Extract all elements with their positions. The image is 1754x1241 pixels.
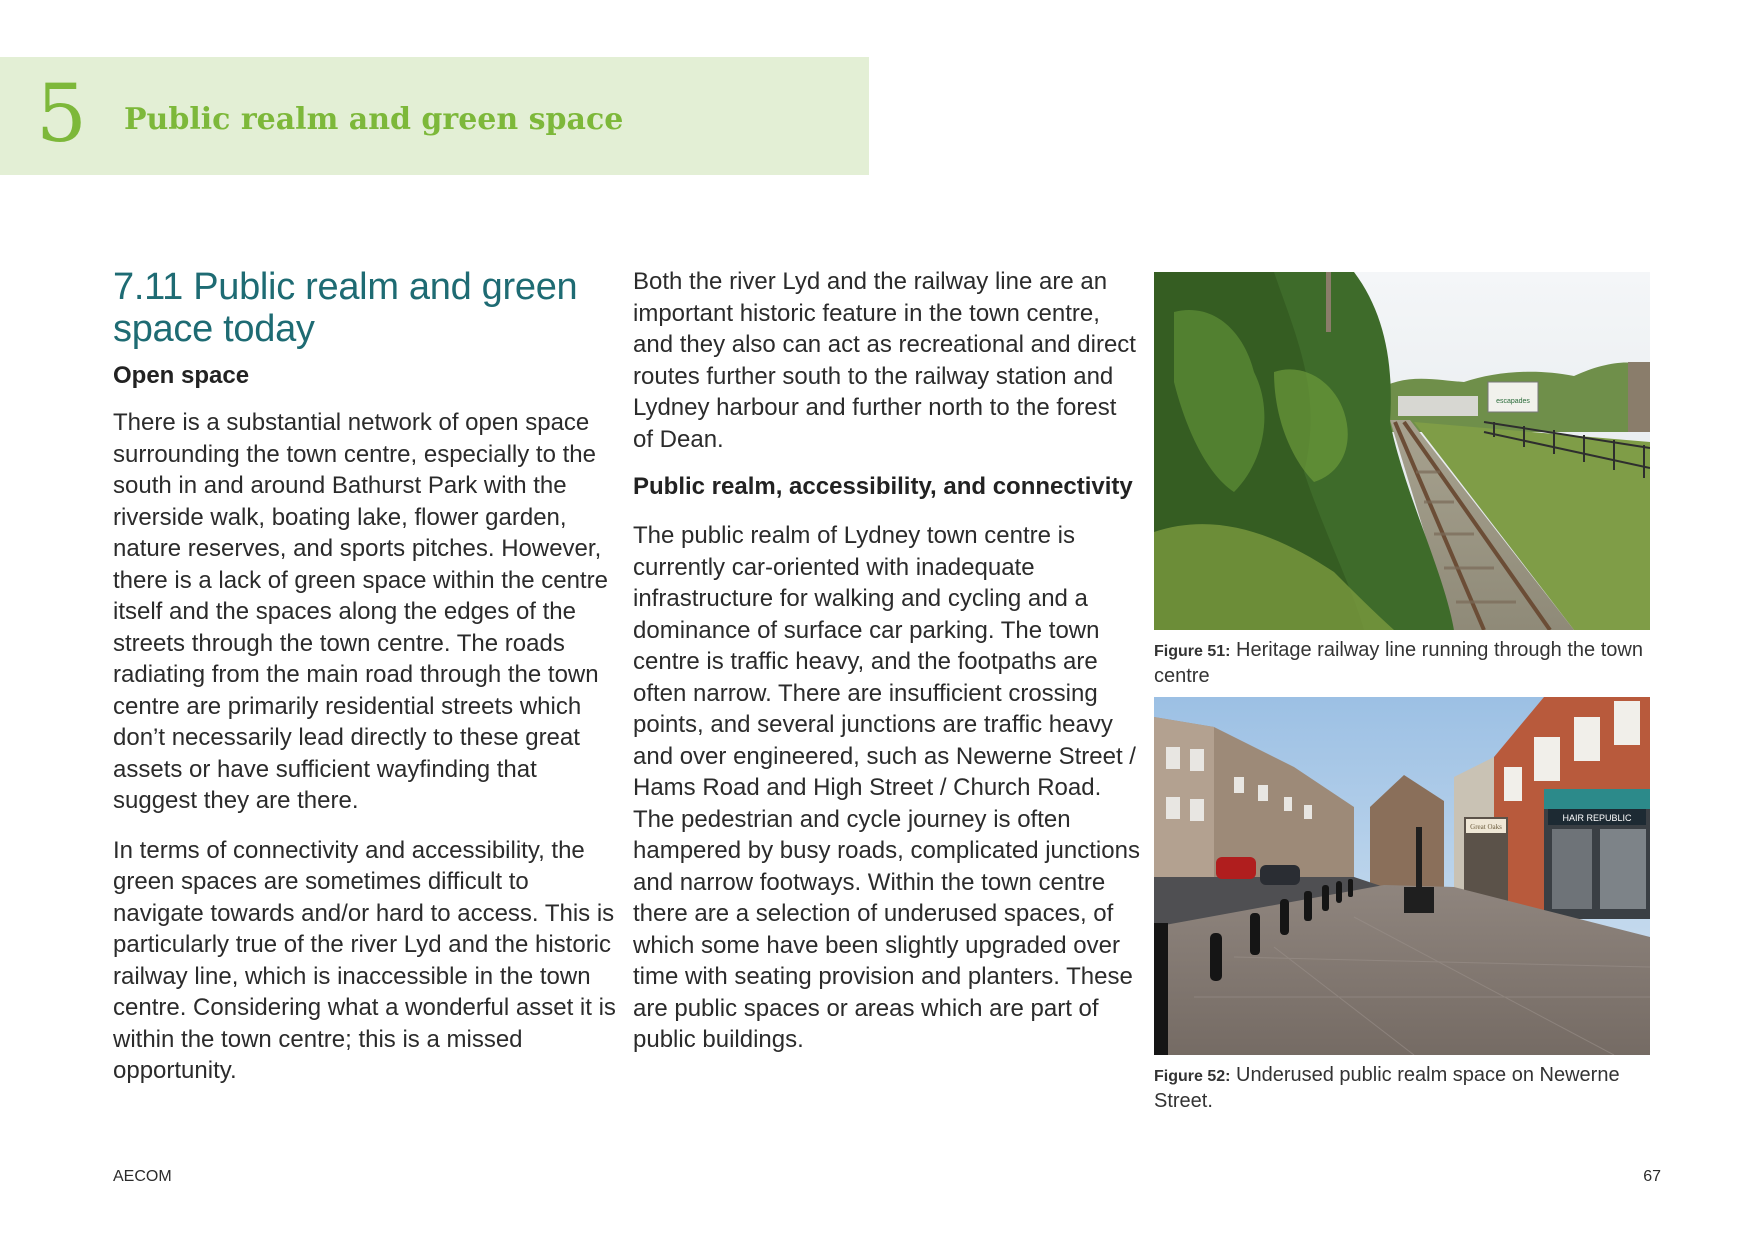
figure-52-label: Figure 52: — [1154, 1068, 1231, 1085]
chapter-number: 5 — [36, 67, 87, 160]
open-space-heading: Open space — [113, 362, 250, 389]
figure-52-caption-text: Underused public realm space on Newerne Street. — [1154, 1064, 1620, 1112]
page-number: 67 — [1643, 1168, 1661, 1185]
open-space-paragraph-1: There is a substantial network of open space surrounding the town centre, especially to the south in and around Bathurst Park with the riverside walk, boating lake, flower garden, nature reserves, and sports pitches. However, there is a lack of green space within the centre itself and the spaces along the edges of the streets through the town centre. The roads radiating from the main road through the town centre are primarily residential streets which don’t necessarily lead directly to these great assets or have sufficient wayfinding that suggest they are there. — [113, 409, 608, 814]
public-realm-heading: Public realm, accessibility, and connectivity — [633, 473, 1133, 500]
public-realm-paragraph: The public realm of Lydney town centre is currently car-oriented with inadequate infrastructure for walking and cycling and a dominance of surface car parking. The town centre is traffic heavy, and the footpaths are often narrow. There are insufficient crossing points, and several junctions are traffic heavy and over engineered, such as Newerne Street / Hams Road and High Street / Church Road. The pedestrian and cycle journey is often hampered by busy roads, complicated junctions and narrow footways. Within the town centre there are a selection of underused spaces, of which some have been slightly upgraded over time with seating provision and planters. These are public spaces or areas which are part of public buildings. — [633, 522, 1140, 1053]
text-column-middle — [633, 266, 1143, 1056]
hair-republic-sign: HAIR REPUBLIC — [1562, 813, 1632, 823]
figure-51-label: Figure 51: — [1154, 643, 1231, 660]
great-oaks-sign: Great Oaks — [1470, 823, 1502, 831]
figure-52 — [1154, 697, 1650, 1114]
section-heading: 7.11 Public realm and green space today — [113, 266, 578, 350]
figure-51-caption — [1154, 638, 1650, 689]
figure-51 — [1154, 272, 1650, 689]
open-space-paragraph-2: In terms of connectivity and accessibility, the green spaces are sometimes difficult to navigate towards and/or hard to access. This is particularly true of the river Lyd and the historic railway line, which is inaccessible in the town centre. Considering what a wonderful asset it is within the town centre; this is a missed opportunity. — [113, 836, 616, 1084]
railway-line-photo — [1154, 272, 1650, 630]
open-space-paragraph-3: Both the river Lyd and the railway line are an important historic feature in the town centre, and they also can act as recreational and direct routes further south to the railway station and Lydney harbour and further north to the forest of Dean. — [633, 268, 1136, 453]
newerne-street-photo — [1154, 697, 1650, 1055]
figure-51-caption-text: Heritage railway line running through the town centre — [1154, 639, 1643, 687]
figure-52-caption — [1154, 1063, 1650, 1114]
text-column-left — [113, 266, 623, 1087]
escapades-sign: escapades — [1496, 398, 1530, 405]
chapter-title: Public realm and green space — [124, 102, 624, 137]
footer-company: AECOM — [113, 1168, 172, 1185]
